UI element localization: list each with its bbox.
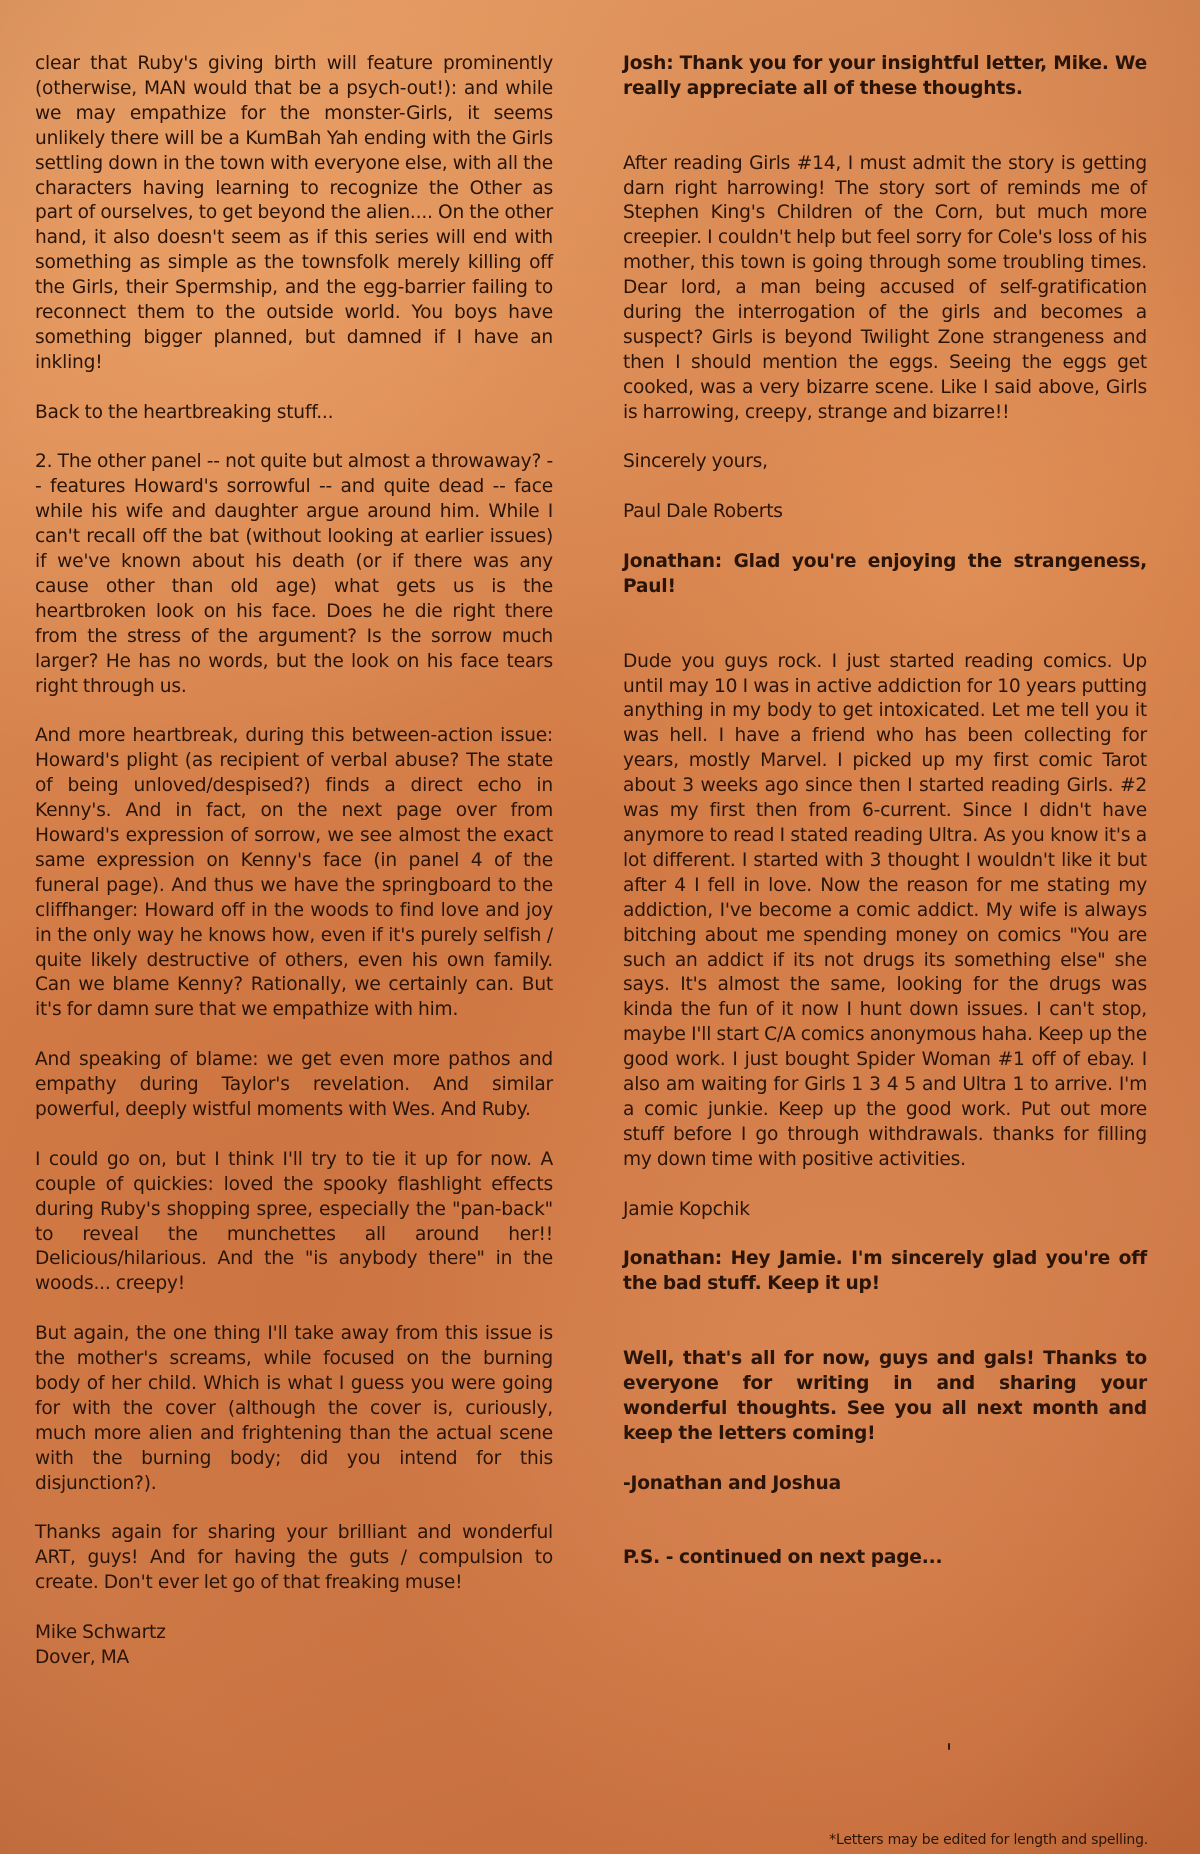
letter-1-paragraph-7: But again, the one thing I'll take away from this issue is the mother's screams, while focused on the burning body of her child. Which is what I guess you were going for with the cover (although the cover is, curiously, much more alien and frightening than the actual scene with the burning body; did you intend for this disjunction?). — [35, 1323, 553, 1494]
letter-2-body: After reading Girls #14, I must admit the story is getting darn right harrowing! The story sort of reminds me of Stephen King's Children of the Corn, but much more creepier. I couldn't help but feel sorry for Cole's loss of his mother, this town is going through some troubling times. Dear lord, a man being accused of self-gratification during the interrogation of the girls and becomes a suspect? Girls is beyond Twilight Zone strangeness and then I should mention the eggs. Seeing the eggs get cooked, was a very bizarre scene. Like I said above, Girls is harrowing, creepy, strange and bizarre!! — [623, 152, 1147, 423]
editing-footnote: *Letters may be edited for length and spelling. — [829, 1832, 1148, 1848]
ps-note: P.S. - continued on next page... — [623, 1547, 943, 1569]
letter-1-paragraph-1: clear that Ruby's giving birth will feature prominently (otherwise, MAN would that be a psych-out!): and while we may empathize for the monster-Girls, it seems unlikely there will be a KumBah Yah ending with the Girls settling down in the town with everyone else, with all the characters having learning to recognize the Other as part of ourselves, to get beyond the alien.... On the other hand, it also doesn't seem as if this series will end with something as simple as the townsfolk merely killing off the Girls, their Spermship, and the egg-barrier failing to reconnect them to the outside world. You boys have something bigger planned, but damned if I have an inkling! — [35, 53, 553, 373]
right-column — [623, 52, 1147, 1571]
letter-1-paragraph-3: 2. The other panel -- not quite but almost a throwaway? -- features Howard's sorrowful -- and quite dead -- face while his wife and daughter argue around him. While I can't recall off the bat (without looking at earlier issues) if we've known about his death (or if there was any cause other than old age) what gets us is the heartbroken look on his face. Does he die right there from the stress of the argument? Is the sorrow much larger? He has no words, but the look on his face tears right through us. — [35, 451, 553, 697]
letter-3-body: Dude you guys rock. I just started reading comics. Up until may 10 I was in active addiction for 10 years putting anything in my body to get intoxicated. Let me tell you it was hell. I have a friend who has been collecting for years, mostly Marvel. I picked up my first comic Tarot about 3 weeks ago since then I started reading Girls. #2 was my first then from 6-current. Since I didn't have anymore to read I stated reading Ultra. As you know it's a lot different. I started with 3 thought I wouldn't like it but after 4 I fell in love. Now the reason for me stating my addiction, I've become a comic addict. My wife is always bitching about me spending money on comics "You are such an addict if its not drugs its something else" she says. It's almost the same, looking for the drugs was kinda the fun of it now I hunt down issues. I can't stop, maybe I'll start C/A comics anonymous haha. Keep up the good work. I just bought Spider Woman #1 off of ebay. I also am waiting for Girls 1 3 4 5 and Ultra 1 to arrive. I'm a comic junkie. Keep up the good work. Put out more stuff before I go through withdrawals. thanks for filling my down time with positive activities. — [623, 650, 1147, 1170]
letter-1-signature-name: Mike Schwartz — [35, 1621, 166, 1643]
paper-speck — [948, 1743, 950, 1750]
letter-3-signature: Jamie Kopchik — [623, 1198, 750, 1220]
letter-2-signature: Paul Dale Roberts — [623, 501, 783, 523]
left-column — [35, 52, 553, 1671]
letter-1-paragraph-2: Back to the heartbreaking stuff... — [35, 401, 334, 423]
closing-message: Well, that's all for now, guys and gals! Thanks to everyone for writing in and sharing your wonderful thoughts. See you all next month and keep the letters coming! — [623, 1348, 1147, 1444]
letter-1-paragraph-8: Thanks again for sharing your brilliant and wonderful ART, guys! And for having the guts / compulsion to create. Don't ever let go of that freaking muse! — [35, 1522, 553, 1594]
letter-2-closing: Sincerely yours, — [623, 451, 768, 473]
letter-1-paragraph-6: I could go on, but I think I'll try to tie it up for now. A couple of quickies: loved the spooky flashlight effects during Ruby's shopping spree, especially the "pan-back" to reveal the munchettes all around her!! Delicious/hilarious. And the "is anybody there" in the woods... creepy! — [35, 1148, 553, 1295]
closing-signature: -Jonathan and Joshua — [623, 1472, 841, 1494]
letter-1-paragraph-5: And speaking of blame: we get even more pathos and empathy during Taylor's revelation. And similar powerful, deeply wistful moments with Wes. And Ruby. — [35, 1049, 553, 1120]
reply-josh: Josh: Thank you for your insightful letter, Mike. We really appreciate all of these thoughts. — [623, 53, 1147, 99]
reply-jonathan-2: Jonathan: Hey Jamie. I'm sincerely glad you're off the bad stuff. Keep it up! — [623, 1248, 1147, 1295]
letter-1-paragraph-4: And more heartbreak, during this between-action issue: Howard's plight (as recipient of verbal abuse? The state of being unloved/despised?) finds a direct echo in Kenny's. And in fact, on the next page over from Howard's expression of sorrow, we see almost the exact same expression on Kenny's face (in panel 4 of the funeral page). And thus we have the springboard to the cliffhanger: Howard off in the woods to find love and joy in the only way he knows how, even if it's purely selfish / quite likely destructive of others, even his own family. Can we blame Kenny? Rationally, we certainly can. But it's for damn sure that we empathize with him. — [35, 725, 553, 1021]
reply-jonathan-1: Jonathan: Glad you're enjoying the strangeness, Paul! — [623, 551, 1147, 597]
letter-1-signature-place: Dover, MA — [35, 1646, 130, 1668]
